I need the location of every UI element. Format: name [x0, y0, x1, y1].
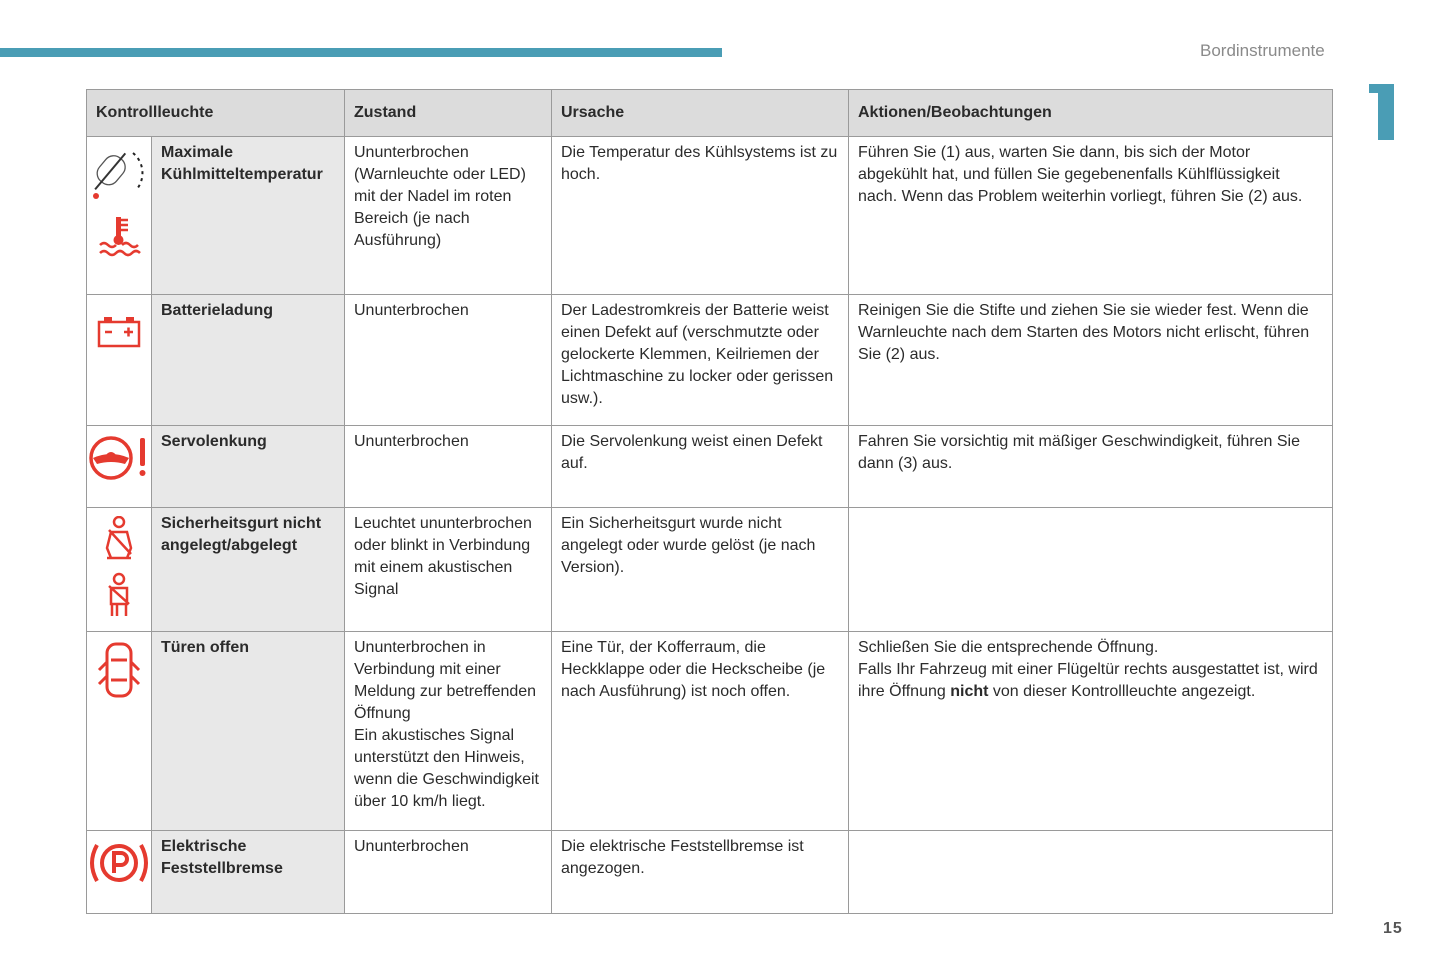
battery-icon	[96, 315, 142, 349]
page-number: 15	[1383, 920, 1403, 937]
parking-brake-icon	[89, 839, 149, 887]
state-cell: Ununterbrochen	[345, 295, 552, 426]
col-header-action: Aktionen/Beobachtungen	[849, 90, 1333, 137]
warning-lights-table	[86, 89, 1333, 914]
state-cell: Leuchtet ununterbrochen oder blinkt in Verbindung mit einem akustischen Signal	[345, 508, 552, 632]
coolant-gauge-icon	[89, 145, 149, 203]
seatbelt-front-icon	[99, 516, 139, 564]
col-header-state: Zustand	[345, 90, 552, 137]
state-cell: Ununterbrochen in Verbindung mit einer Meldung zur betreffenden Öffnung Ein akustisches Signal unterstützt den Hinweis, wenn die Geschwindigkeit über 10 km/h liegt.	[345, 632, 552, 831]
light-name: Batterieladung	[152, 295, 345, 426]
table-row	[87, 508, 1333, 632]
table-row	[87, 632, 1333, 831]
action-cell	[849, 508, 1333, 632]
power-steering-icon	[88, 434, 150, 480]
action-cell: Reinigen Sie die Stifte und ziehen Sie sie wieder fest. Wenn die Warnleuchte nach dem Starten des Motors nicht erlischt, führen Sie (2) aus.	[849, 295, 1333, 426]
chapter-marker	[1378, 84, 1394, 140]
table-row	[87, 137, 1333, 295]
action-cell	[849, 831, 1333, 914]
cause-cell: Der Ladestromkreis der Batterie weist einen Defekt auf (verschmutzte oder gelockerte Klemmen, Keilriemen der Lichtmaschine zu locker oder gerissen usw.).	[552, 295, 849, 426]
cause-cell: Eine Tür, der Kofferraum, die Heckklappe oder die Heckscheibe (je nach Ausführung) ist noch offen.	[552, 632, 849, 831]
light-name: Türen offen	[152, 632, 345, 831]
cause-cell: Ein Sicherheitsgurt wurde nicht angelegt oder wurde gelöst (je nach Version).	[552, 508, 849, 632]
action-emphasis: nicht	[950, 683, 989, 700]
state-cell: Ununterbrochen	[345, 831, 552, 914]
action-text: von dieser Kontrollleuchte angezeigt.	[988, 683, 1256, 700]
light-name: Maximale Kühlmitteltemperatur	[152, 137, 345, 295]
action-cell	[849, 632, 1333, 831]
col-header-cause: Ursache	[552, 90, 849, 137]
header-accent-bar	[0, 48, 722, 57]
table-row	[87, 426, 1333, 508]
light-name: Servolenkung	[152, 426, 345, 508]
state-cell: Ununterbrochen	[345, 426, 552, 508]
table-header	[87, 90, 1333, 137]
seatbelt-rear-icon	[103, 572, 135, 620]
cause-cell: Die Temperatur des Kühlsystems ist zu hoch.	[552, 137, 849, 295]
action-cell: Führen Sie (1) aus, warten Sie dann, bis sich der Motor abgekühlt hat, und füllen Sie gegebenenfalls Kühlflüssigkeit nach. Wenn das Problem weiterhin vorliegt, führen Sie (2) aus.	[849, 137, 1333, 295]
action-cell: Fahren Sie vorsichtig mit mäßiger Geschwindigkeit, führen Sie dann (3) aus.	[849, 426, 1333, 508]
action-text: Schließen Sie die entsprechende Öffnung. Falls Ihr Fahrzeug mit einer Flügeltür rechts ausgestattet ist, wird ihre Öffnung	[858, 639, 1318, 700]
state-cell: Ununterbrochen (Warnleuchte oder LED) mit der Nadel im roten Bereich (je nach Ausführung)	[345, 137, 552, 295]
table-row	[87, 831, 1333, 914]
door-open-icon	[96, 640, 142, 700]
cause-cell: Die Servolenkung weist einen Defekt auf.	[552, 426, 849, 508]
col-header-light: Kontrollleuchte	[87, 90, 345, 137]
table-row	[87, 295, 1333, 426]
light-name: Elektrische Feststellbremse	[152, 831, 345, 914]
coolant-temperature-icon	[97, 215, 141, 259]
cause-cell: Die elektrische Feststellbremse ist angezogen.	[552, 831, 849, 914]
light-name: Sicherheitsgurt nicht angelegt/abgelegt	[152, 508, 345, 632]
section-title: Bordinstrumente	[1200, 41, 1325, 60]
